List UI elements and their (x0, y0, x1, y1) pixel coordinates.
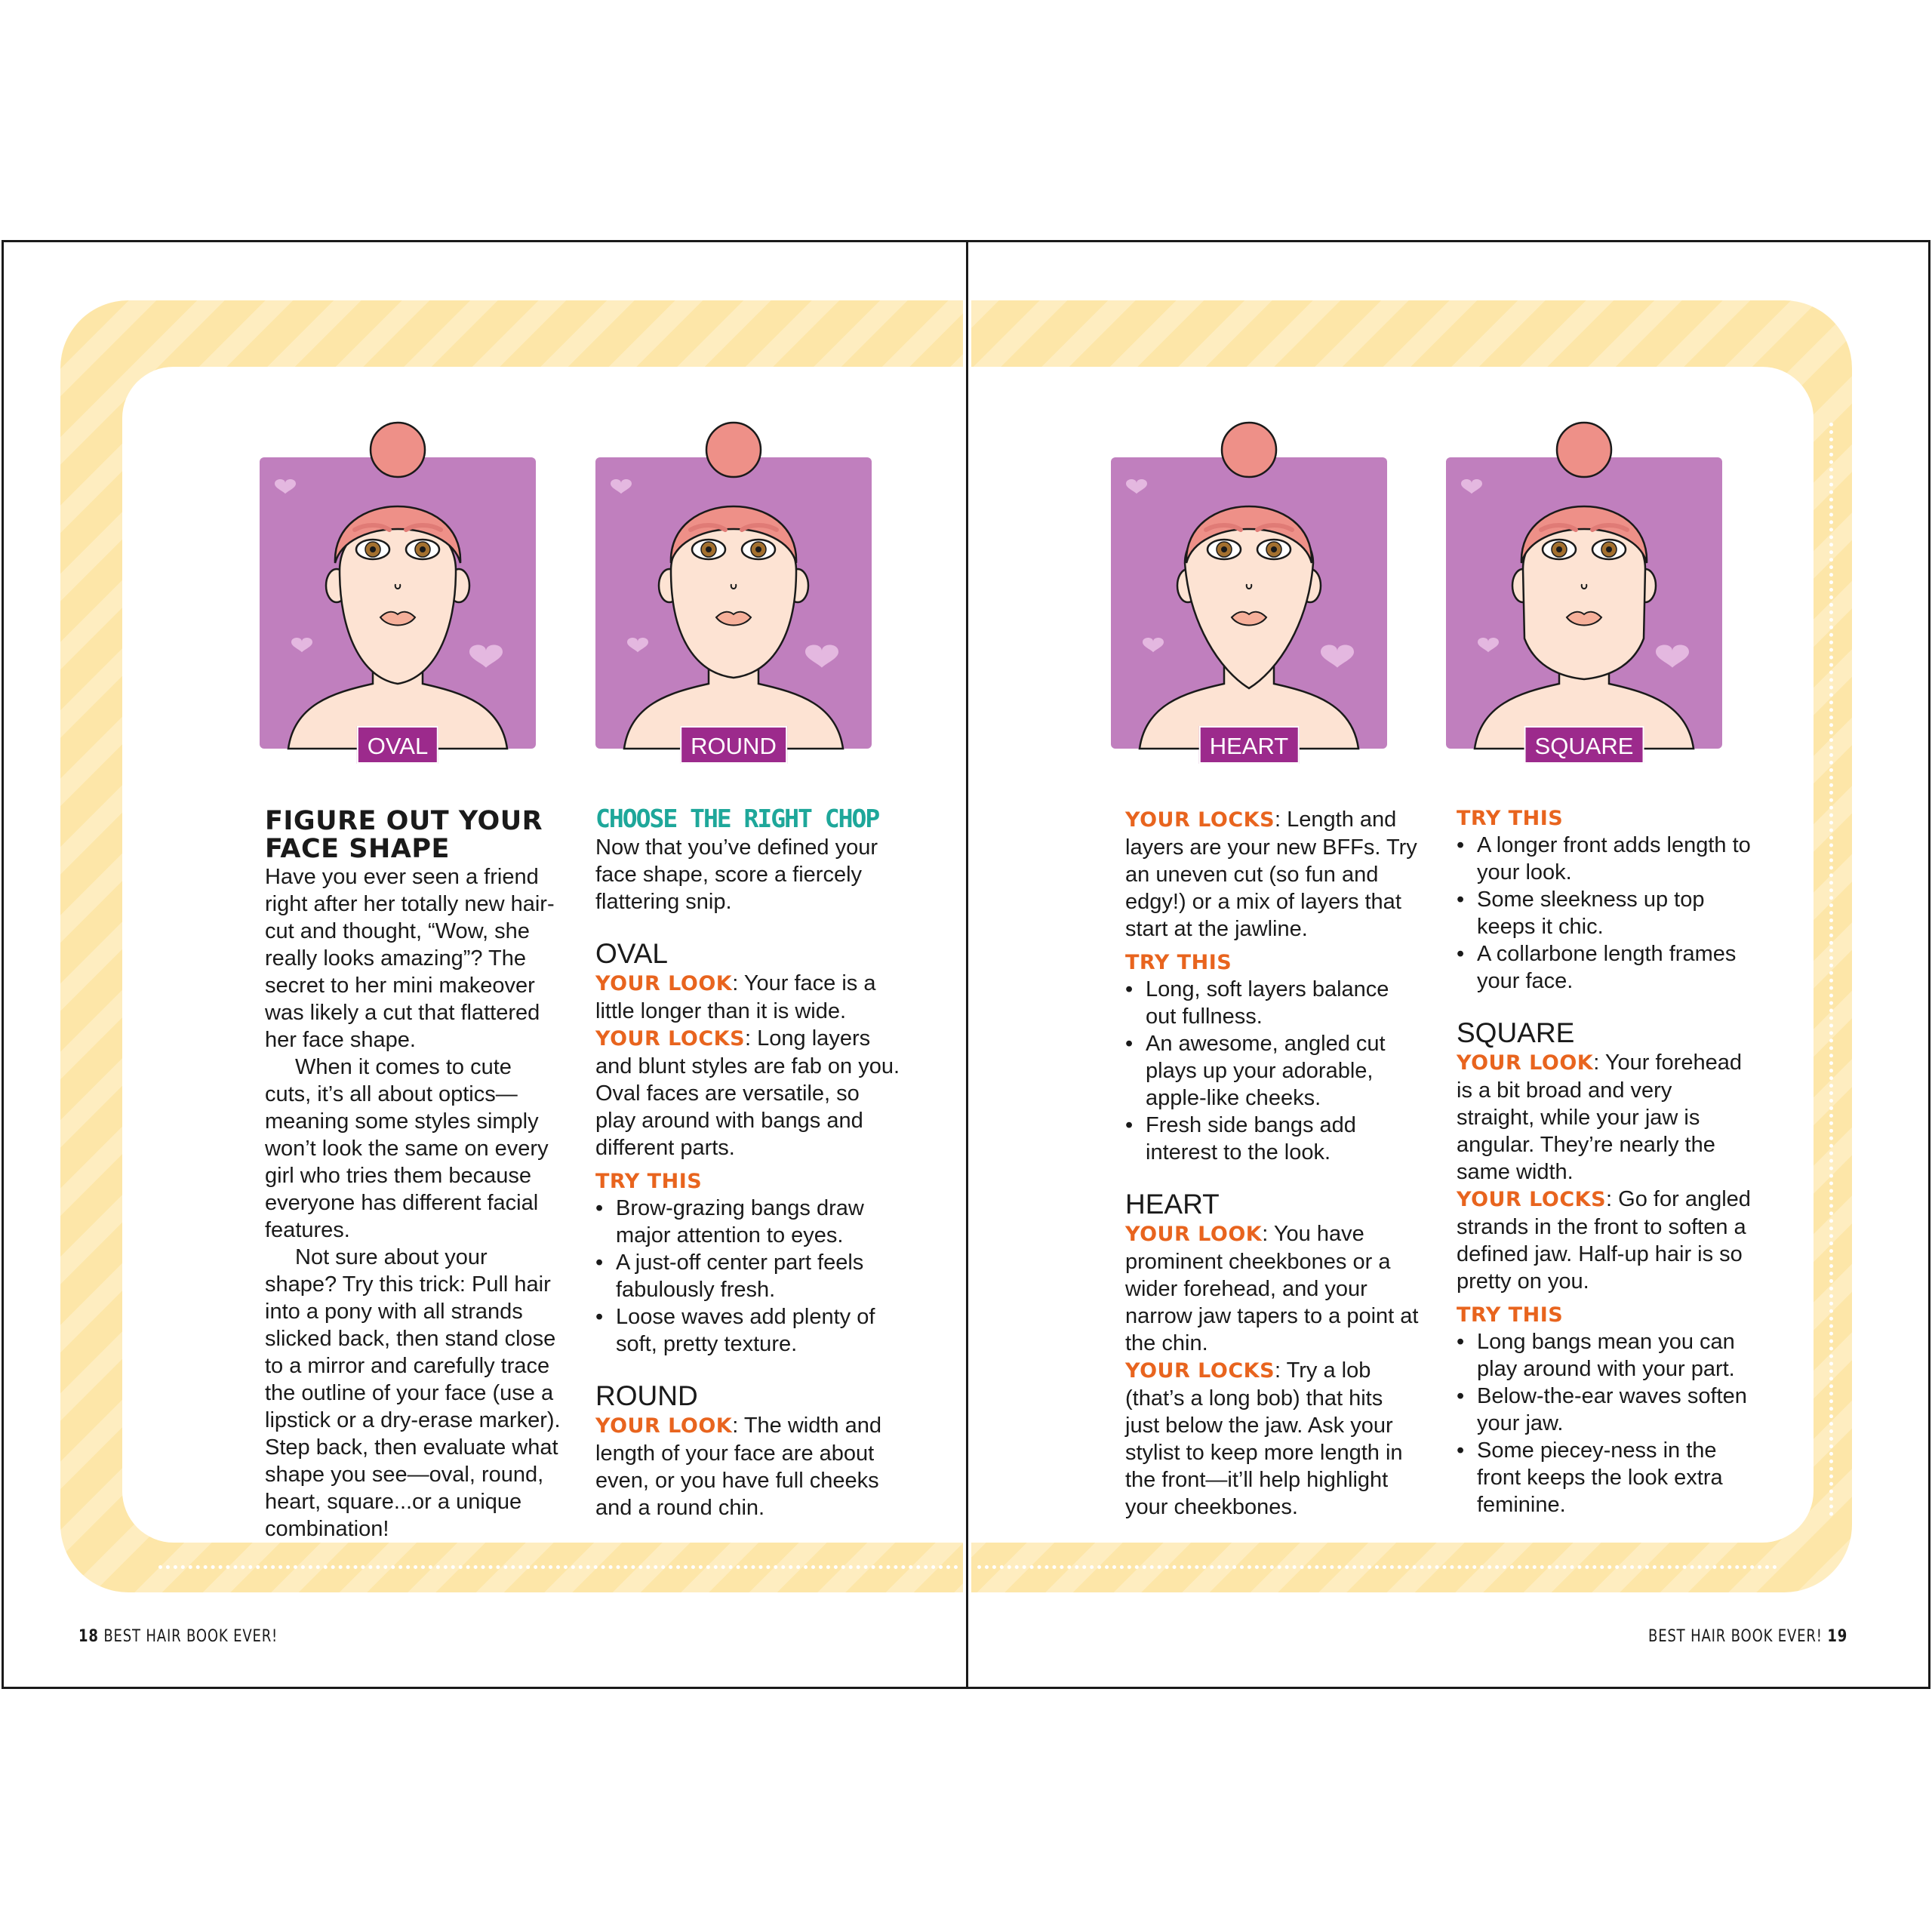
section-title: FIGURE OUT YOUR FACE SHAPE (265, 806, 543, 864)
intro-paragraph-2: When it comes to cute cuts, it’s all about optics—meaning some styles simply won’t look the same on every girl who tries them because everyone has different facial features. (265, 1055, 549, 1242)
oval-try-this: TRY THIS (595, 1170, 703, 1193)
round-locks: YOUR LOCKS: Length and layers are your new BFFs. Try an uneven cut (so fun and edgy!) or a mix of layers that start at the jawline. (1125, 808, 1417, 941)
face-label-square: SQUARE (1524, 726, 1644, 764)
face-card-oval (260, 457, 536, 759)
list-item: • Brow-grazing bangs draw major attention to eyes. (595, 1195, 905, 1249)
pupil (1556, 546, 1562, 552)
pupil (706, 546, 712, 552)
round-heading: ROUND (595, 1380, 698, 1411)
chop-intro: Now that you’ve defined your face shape, score a fiercely flattering snip. (595, 835, 878, 914)
square-heading: SQUARE (1457, 1017, 1575, 1048)
heart-face-illustration (1111, 457, 1387, 749)
round-face-illustration (595, 457, 872, 749)
hair-bun (1222, 423, 1276, 477)
face-label-round: ROUND (680, 726, 787, 764)
face-card-square (1446, 457, 1722, 759)
face-outline (1523, 521, 1645, 680)
list-item: • A collarbone length frames your face. (1457, 940, 1755, 995)
pupil (755, 546, 761, 552)
list-item: • Loose waves add plenty of soft, pretty texture. (595, 1303, 905, 1358)
list-item: • Some sleekness up top keeps it chic. (1457, 886, 1755, 940)
pupil (1221, 546, 1227, 552)
square-tips-list (1457, 1328, 1755, 1518)
square-face-illustration (1446, 457, 1722, 749)
oval-heading: OVAL (595, 938, 668, 969)
hair-bun (371, 423, 425, 477)
square-try-this: TRY THIS (1457, 1303, 1564, 1327)
intro-paragraph-1: Have you ever seen a friend right after her totally new hair-cut and thought, “Wow, she really looks amazing”? The secret to her mini makeover was likely a cut that flattered her face shape. (265, 865, 555, 1052)
hair-bun (1557, 423, 1611, 477)
book-title-left: BEST HAIR BOOK EVER! (103, 1627, 278, 1646)
pupil (1606, 546, 1612, 552)
list-item: • A just-off center part feels fabulously fresh. (595, 1249, 905, 1303)
intro-column (265, 808, 564, 1543)
pupil (1271, 546, 1277, 552)
left-dotted-border (158, 1565, 958, 1569)
face-card-heart (1111, 457, 1387, 759)
chop-column (595, 804, 905, 1521)
list-item: • Some piecey-ness in the front keeps the look extra feminine. (1457, 1437, 1755, 1518)
book-title-right: BEST HAIR BOOK EVER! (1648, 1627, 1823, 1646)
list-item: • Fresh side bangs add interest to the look. (1125, 1112, 1421, 1166)
round-try-this: TRY THIS (1125, 951, 1232, 974)
heart-heading: HEART (1125, 1189, 1220, 1220)
page-footer-left (78, 1626, 278, 1647)
heart-try-this: TRY THIS (1457, 807, 1564, 830)
pupil (370, 546, 376, 552)
list-item: • Below-the-ear waves soften your jaw. (1457, 1383, 1755, 1437)
round-heart-column (1125, 806, 1421, 1521)
chop-title: CHOOSE THE RIGHT CHOP (595, 804, 879, 833)
page-number-left: 18 (78, 1627, 99, 1646)
heart-tips-list (1457, 832, 1755, 995)
square-look: YOUR LOOK: Your forehead is a bit broad and very straight, while your jaw is angular. They’re nearly the same width. (1457, 1051, 1742, 1184)
round-look: YOUR LOOK: The width and length of your face are about even, or you have full cheeks and a round chin. (595, 1414, 881, 1520)
list-item: • Long, soft layers balance out fullness. (1125, 976, 1421, 1030)
heart-look: YOUR LOOK: You have prominent cheekbones or a wider forehead, and your narrow jaw tapers to a point at the chin. (1125, 1222, 1419, 1355)
oval-face-illustration (260, 457, 536, 749)
list-item: • An awesome, angled cut plays up your adorable, apple-like cheeks. (1125, 1030, 1421, 1112)
oval-look: YOUR LOOK: Your face is a little longer than it is wide. (595, 971, 876, 1023)
oval-locks: YOUR LOCKS: Long layers and blunt styles are fab on you. Oval faces are versatile, so play around with bangs and different parts. (595, 1026, 900, 1160)
page-number-right: 19 (1827, 1627, 1848, 1646)
side-dotted-border (1829, 423, 1833, 1517)
heart-square-column (1457, 806, 1755, 1518)
heart-locks: YOUR LOCKS: Try a lob (that’s a long bob) that hits just below the jaw. Ask your stylist to keep more length in the front—it’ll help highlight your cheekbones. (1125, 1358, 1403, 1519)
pupil (420, 546, 426, 552)
face-label-oval: OVAL (357, 726, 438, 764)
hair-bun (706, 423, 761, 477)
book-spine (966, 240, 968, 1689)
oval-tips-list (595, 1195, 905, 1358)
round-tips-list (1125, 976, 1421, 1166)
right-dotted-border (977, 1565, 1777, 1569)
face-card-round (595, 457, 872, 759)
square-locks: YOUR LOCKS: Go for angled strands in the front to soften a defined jaw. Half-up hair is so pretty on you. (1457, 1187, 1751, 1294)
intro-paragraph-3: Not sure about your shape? Try this trick: Pull hair into a pony with all strands slicked back, then stand close to a mirror and carefully trace the outline of your face (use a lipstick or a dry-erase marker). Step back, then evaluate what shape you see—oval, round, heart, square...or a unique combination! (265, 1245, 561, 1541)
list-item: • A longer front adds length to your look. (1457, 832, 1755, 886)
list-item: • Long bangs mean you can play around with your part. (1457, 1328, 1755, 1383)
face-label-heart: HEART (1199, 726, 1300, 764)
page-footer-right (1648, 1626, 1847, 1647)
